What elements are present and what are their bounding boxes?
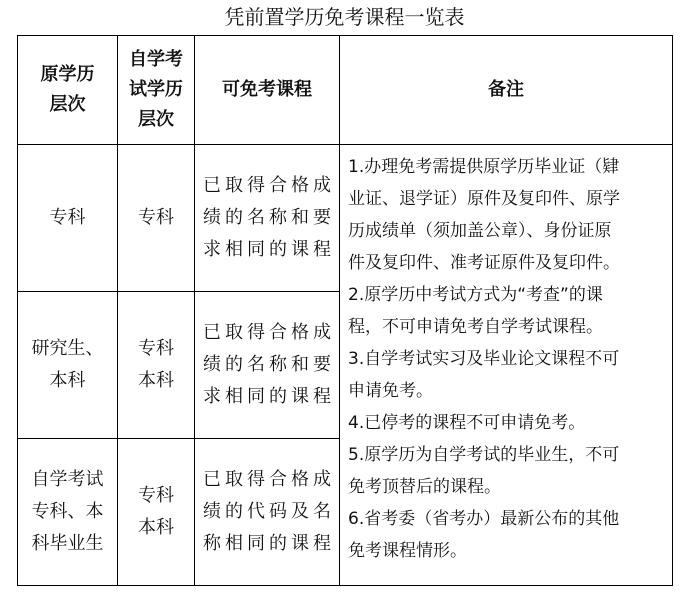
header-original-level (18, 36, 118, 145)
cell-line: 已取得合格成 (203, 322, 331, 343)
remarks-cell (340, 145, 673, 586)
header-remarks: 备注 (340, 36, 673, 145)
exam-level-cell (118, 145, 195, 292)
cell-line: 本科 (138, 370, 174, 391)
header-exam-level (118, 36, 195, 145)
remark-line: 业证、退学证）原件及复印件、原学 (348, 189, 620, 209)
remark-line: 件及复印件、准考证原件及复印件。 (348, 253, 620, 273)
cell-line: 称相同的课程 (203, 533, 331, 554)
cell-line: 自学考试 (31, 469, 104, 490)
remark-line: 2.原学历中考试方式为“考查”的课 (348, 285, 603, 305)
original-level-cell (18, 145, 118, 292)
cell-line: 已取得合格成 (203, 175, 331, 196)
exam-level-cell (118, 439, 195, 586)
exempt-courses-cell (195, 292, 340, 439)
header-row (18, 36, 673, 145)
remark-line: 免考顶替后的课程。 (348, 477, 501, 497)
remark-line: 程，不可申请免考自学考试课程。 (348, 317, 603, 337)
remark-line: 4.已停考的课程不可申请免考。 (348, 413, 586, 433)
remark-line: 申请免考。 (348, 381, 433, 401)
cell-line: 本科 (138, 517, 174, 538)
cell-line: 本科 (49, 370, 86, 391)
cell-line: 专科、本 (31, 501, 104, 522)
cell-line: 专科 (138, 207, 174, 228)
exemption-table (17, 35, 673, 586)
header-original-level-line: 层次 (49, 94, 86, 115)
remark-line: 历成绩单（须加盖公章）、身份证原 (348, 221, 612, 241)
cell-line: 专科 (138, 485, 174, 506)
remark-line: 5.原学历为自学考试的毕业生，不可 (348, 445, 620, 465)
header-exam-level-line: 试学历 (129, 79, 183, 100)
cell-line: 求相同的课程 (203, 386, 331, 407)
header-exam-level-line: 层次 (138, 109, 174, 130)
cell-line: 专科 (49, 207, 86, 228)
cell-line: 求相同的课程 (203, 239, 331, 260)
remark-line: 免考课程情形。 (348, 541, 467, 561)
original-level-cell (18, 439, 118, 586)
remark-line: 3.自学考试实习及毕业论文课程不可 (348, 349, 620, 369)
exam-level-cell (118, 292, 195, 439)
cell-line: 绩的名称和要 (203, 354, 331, 375)
cell-line: 科毕业生 (31, 533, 104, 554)
cell-line: 已取得合格成 (203, 469, 331, 490)
original-level-cell (18, 292, 118, 439)
cell-line: 研究生、 (31, 338, 104, 359)
cell-line: 绩的代码及名 (203, 501, 331, 522)
exempt-courses-cell (195, 145, 340, 292)
header-exam-level-line: 自学考 (129, 49, 183, 70)
cell-line: 专科 (138, 338, 174, 359)
exempt-courses-cell (195, 439, 340, 586)
cell-line: 绩的名称和要 (203, 207, 331, 228)
header-exempt-courses: 可免考课程 (195, 36, 340, 145)
remark-line: 6.省考委（省考办）最新公布的其他 (348, 509, 620, 529)
remark-line: 1.办理免考需提供原学历毕业证（肄 (348, 157, 620, 177)
header-original-level-line: 原学历 (40, 64, 95, 85)
table-row (18, 145, 673, 292)
table-title: 凭前置学历免考课程一览表 (224, 5, 465, 29)
